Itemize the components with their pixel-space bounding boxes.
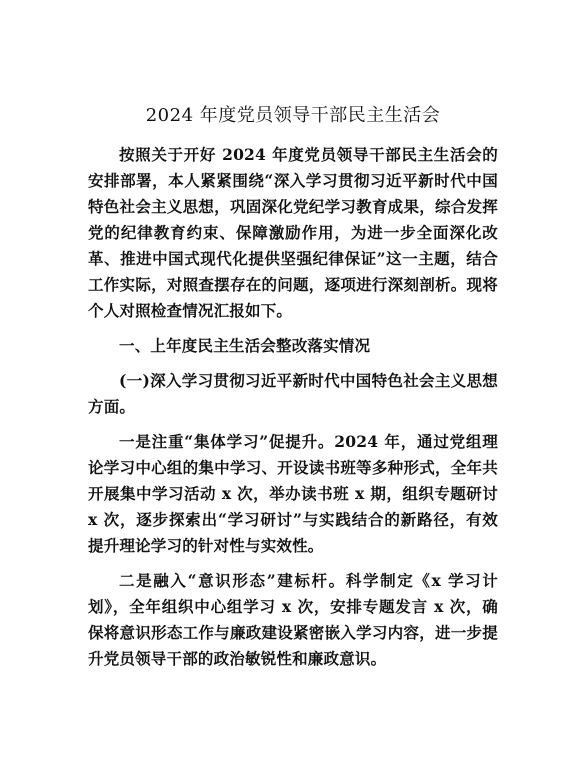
document-title: 2024 年度党员领导干部民主生活会 (145, 105, 441, 126)
subsection-heading: (一)深入学习贯彻习近平新时代中国特色社会主义思想方面。 (88, 371, 498, 416)
intro-paragraph: 按照关于开好 2024 年度党员领导干部民主生活会的安排部署，本人紧紧围绕“深入学习贯彻习近平新时代中国特色社会主义思想，巩固深化党纪学习教育成果，综合发挥党的纪律教育约束、保障激励作用，为进一步全面深化改革、推进中国式现代化提供坚强纪律保证”这一主题，结合工作实际，对照查摆存在的问题，逐项进行深刻剖析。现将个人对照检查情况汇报如下。 (88, 145, 498, 320)
item-paragraph-2: 二是融入“意识形态”建标杆。科学制定《x 学习计划》，全年组织中心组学习 x 次，安排专题发言 x 次，确保将意识形态工作与廉政建设紧密嵌入学习内容，进一步提升党员领导干部的政治敏锐性和廉政意识。 (88, 571, 498, 668)
item-paragraph-1: 一是注重“集体学习”促提升。2024 年，通过党组理论学习中心组的集中学习、开设读书班等多种形式，全年共开展集中学习活动 x 次，举办读书班 x 期，组织专题研讨 x 次，逐步探索出“学习研讨”与实践结合的新路径，有效提升理论学习的针对性与实效性。 (88, 432, 498, 555)
section-heading: 一、上年度民主生活会整改落实情况 (119, 336, 371, 355)
document-body (88, 142, 498, 672)
